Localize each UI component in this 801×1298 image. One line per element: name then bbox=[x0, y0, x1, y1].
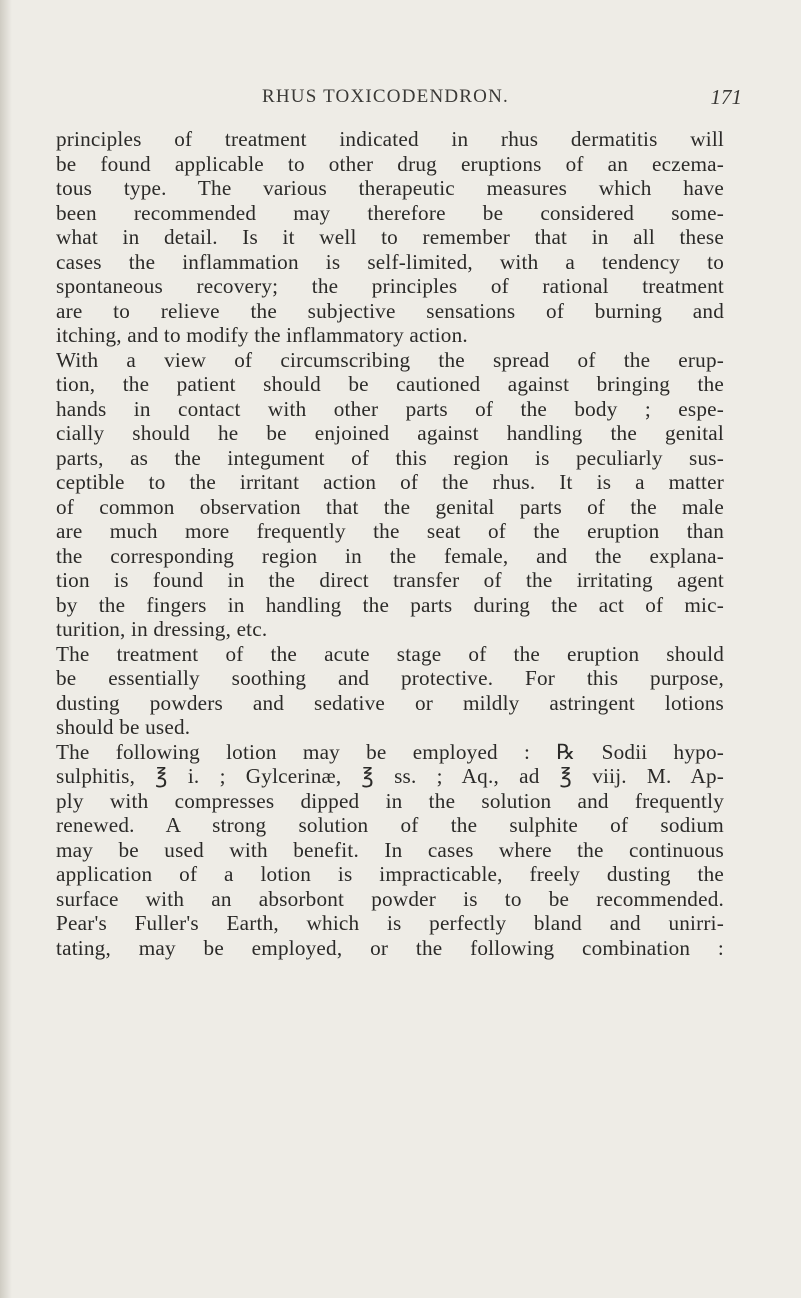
text-line: ply with compresses dipped in the solution and frequently bbox=[56, 788, 724, 813]
text-line: application of a lotion is impracticable, freely dusting the bbox=[56, 862, 724, 886]
text-line: turition, in dressing, etc. bbox=[56, 617, 268, 641]
text-line: be found applicable to other drug eruptions of an eczema- bbox=[56, 151, 724, 176]
text-line: tion is found in the direct transfer of the irritating agent bbox=[56, 568, 724, 592]
text-line: renewed. A strong solution of the sulphite of sodium bbox=[56, 813, 724, 837]
text-line: The following lotion may be employed : ℞ Sodii hypo- bbox=[56, 739, 724, 764]
text-line: Pear's Fuller's Earth, which is perfectly bland and unirri- bbox=[56, 911, 724, 935]
text-line: may be used with benefit. In cases where the continuous bbox=[56, 837, 724, 862]
text-line: cases the inflammation is self-limited, with a tendency to bbox=[56, 249, 724, 274]
text-line: of common observation that the genital parts of the male bbox=[56, 494, 724, 519]
page-edge-shadow bbox=[0, 0, 12, 1298]
text-line: by the fingers in handling the parts during the act of mic- bbox=[56, 592, 724, 617]
text-line: tous type. The various therapeutic measures which have bbox=[56, 176, 724, 200]
text-line: what in detail. Is it well to remember that in all these bbox=[56, 225, 724, 249]
text-line: been recommended may therefore be considered some- bbox=[56, 200, 724, 225]
text-line: surface with an absorbont powder is to be recommended. bbox=[56, 886, 724, 911]
text-line: cially should he be enjoined against handling the genital bbox=[56, 421, 724, 445]
text-line: itching, and to modify the inflammatory action. bbox=[56, 323, 468, 347]
text-line: tion, the patient should be cautioned against bringing the bbox=[56, 372, 724, 396]
running-head bbox=[56, 85, 742, 110]
text-line: dusting powders and sedative or mildly astringent lotions bbox=[56, 690, 724, 715]
body-text bbox=[56, 127, 724, 960]
text-line: are much more frequently the seat of the eruption than bbox=[56, 519, 724, 543]
text-line: tating, may be employed, or the following combination : bbox=[56, 935, 724, 960]
text-line: principles of treatment indicated in rhus dermatitis will bbox=[56, 127, 724, 151]
text-line: parts, as the integument of this region is peculiarly sus- bbox=[56, 445, 724, 470]
running-head-title: RHUS TOXICODENDRON. bbox=[262, 86, 509, 107]
text-line: ceptible to the irritant action of the rhus. It is a matter bbox=[56, 470, 724, 494]
text-line: sulphitis, ℥ i. ; Gylcerinæ, ℥ ss. ; Aq., ad ℥ viij. M. Ap- bbox=[56, 764, 724, 788]
text-line: are to relieve the subjective sensations of burning and bbox=[56, 298, 724, 323]
text-line: With a view of circumscribing the spread of the erup- bbox=[56, 347, 724, 372]
text-line: The treatment of the acute stage of the eruption should bbox=[56, 641, 724, 666]
text-line: be essentially soothing and protective. For this purpose, bbox=[56, 666, 724, 690]
text-line: the corresponding region in the female, and the explana- bbox=[56, 543, 724, 568]
page-number: 171 bbox=[710, 85, 742, 109]
text-line: should be used. bbox=[56, 715, 191, 739]
text-line: spontaneous recovery; the principles of rational treatment bbox=[56, 274, 724, 298]
text-line: hands in contact with other parts of the body ; espe- bbox=[56, 396, 724, 421]
